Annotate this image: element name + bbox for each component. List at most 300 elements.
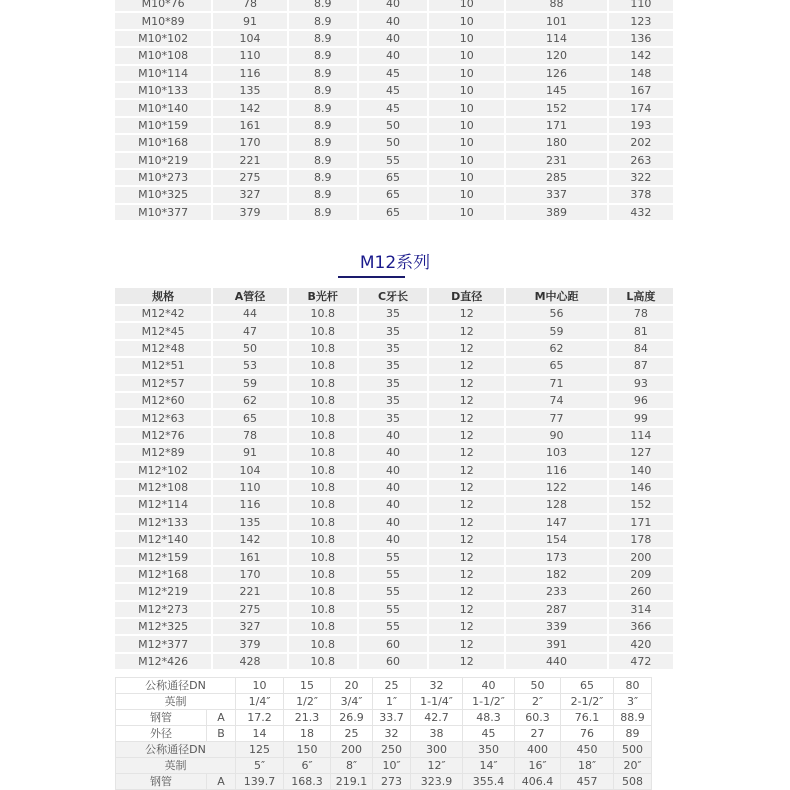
value-cell: 135: [213, 515, 286, 530]
value-cell: 8.9: [289, 0, 357, 11]
value-cell: 101: [506, 13, 606, 28]
value-cell: 379: [213, 636, 286, 651]
value-cell: 103: [506, 445, 606, 460]
value-cell: 10.8: [289, 567, 357, 582]
table-row: [115, 153, 673, 168]
value-cell: 20: [331, 678, 373, 694]
table-row: [115, 480, 673, 495]
value-cell: 10: [429, 118, 504, 133]
value-cell: 40: [359, 463, 427, 478]
spec-cell: M12*60: [115, 393, 211, 408]
table-row: [116, 726, 652, 742]
row-label: 外径: [116, 726, 207, 742]
table-row: [116, 710, 652, 726]
value-cell: 81: [609, 323, 673, 338]
value-cell: 263: [609, 153, 673, 168]
value-cell: 147: [506, 515, 606, 530]
value-cell: 457: [561, 774, 614, 790]
value-cell: 327: [213, 187, 286, 202]
value-cell: 12: [429, 567, 504, 582]
value-cell: 1-1/2″: [463, 694, 515, 710]
value-cell: 10″: [373, 758, 411, 774]
value-cell: 450: [561, 742, 614, 758]
value-cell: 8.9: [289, 31, 357, 46]
table-row: [115, 83, 673, 98]
value-cell: 202: [609, 135, 673, 150]
spec-cell: M12*377: [115, 636, 211, 651]
value-cell: 87: [609, 358, 673, 373]
value-cell: 78: [609, 306, 673, 321]
value-cell: 42.7: [411, 710, 463, 726]
column-header: M中心距: [506, 288, 606, 304]
value-cell: 120: [506, 48, 606, 63]
value-cell: 65: [213, 410, 286, 425]
spec-cell: M12*114: [115, 497, 211, 512]
value-cell: 26.9: [331, 710, 373, 726]
value-cell: 78: [213, 428, 286, 443]
table-row: [115, 428, 673, 443]
value-cell: 275: [213, 170, 286, 185]
spec-cell: M12*76: [115, 428, 211, 443]
value-cell: 8.9: [289, 48, 357, 63]
value-cell: 178: [609, 532, 673, 547]
spec-cell: M10*102: [115, 31, 211, 46]
value-cell: 10.8: [289, 376, 357, 391]
value-cell: 14: [236, 726, 284, 742]
table-row: [115, 118, 673, 133]
table-row: [115, 100, 673, 115]
table-row: [115, 170, 673, 185]
value-cell: 3″: [614, 694, 652, 710]
value-cell: 55: [359, 153, 427, 168]
value-cell: 12: [429, 480, 504, 495]
value-cell: 84: [609, 341, 673, 356]
table-row: [115, 445, 673, 460]
value-cell: 110: [213, 480, 286, 495]
value-cell: 420: [609, 636, 673, 651]
value-cell: 8.9: [289, 187, 357, 202]
spec-cell: M12*325: [115, 619, 211, 634]
value-cell: 3/4″: [331, 694, 373, 710]
value-cell: 114: [506, 31, 606, 46]
table-row: [115, 463, 673, 478]
value-cell: 91: [213, 445, 286, 460]
value-cell: 10: [429, 83, 504, 98]
spec-cell: M12*168: [115, 567, 211, 582]
table-row: [115, 497, 673, 512]
value-cell: 12: [429, 376, 504, 391]
value-cell: 10.8: [289, 619, 357, 634]
value-cell: 182: [506, 567, 606, 582]
column-header: A管径: [213, 288, 286, 304]
value-cell: 104: [213, 463, 286, 478]
value-cell: 180: [506, 135, 606, 150]
value-cell: 231: [506, 153, 606, 168]
table-row: [115, 532, 673, 547]
row-label: 钢管: [116, 774, 207, 790]
table-row: [115, 13, 673, 28]
value-cell: 250: [373, 742, 411, 758]
value-cell: 20″: [614, 758, 652, 774]
spec-cell: M12*273: [115, 602, 211, 617]
value-cell: 93: [609, 376, 673, 391]
value-cell: 53: [213, 358, 286, 373]
value-cell: 125: [236, 742, 284, 758]
value-cell: 45: [463, 726, 515, 742]
value-cell: 33.7: [373, 710, 411, 726]
value-cell: 45: [359, 100, 427, 115]
value-cell: 78: [213, 0, 286, 11]
value-cell: 173: [506, 549, 606, 564]
value-cell: 146: [609, 480, 673, 495]
column-header: 规格: [115, 288, 211, 304]
value-cell: 10.8: [289, 654, 357, 669]
spec-cell: M10*168: [115, 135, 211, 150]
value-cell: 200: [609, 549, 673, 564]
value-cell: 10: [429, 100, 504, 115]
table-row: [116, 758, 652, 774]
value-cell: 8.9: [289, 118, 357, 133]
value-cell: 327: [213, 619, 286, 634]
table-row: [115, 602, 673, 617]
spec-cell: M12*102: [115, 463, 211, 478]
table-row: [116, 694, 652, 710]
value-cell: 1/4″: [236, 694, 284, 710]
value-cell: 139.7: [236, 774, 284, 790]
value-cell: 18: [284, 726, 331, 742]
value-cell: 10: [429, 31, 504, 46]
table-row: [115, 619, 673, 634]
value-cell: 12: [429, 428, 504, 443]
table-header-row: [115, 288, 673, 304]
table-row: [115, 393, 673, 408]
spec-cell: M12*133: [115, 515, 211, 530]
table-row: [115, 48, 673, 63]
table-row: [115, 410, 673, 425]
value-cell: 12: [429, 393, 504, 408]
value-cell: 88: [506, 0, 606, 11]
value-cell: 65: [359, 205, 427, 220]
value-cell: 35: [359, 341, 427, 356]
table-row: [116, 774, 652, 790]
value-cell: 135: [213, 83, 286, 98]
value-cell: 35: [359, 393, 427, 408]
value-cell: 110: [609, 0, 673, 11]
value-cell: 44: [213, 306, 286, 321]
value-cell: 10: [429, 135, 504, 150]
value-cell: 25: [373, 678, 411, 694]
value-cell: 76: [561, 726, 614, 742]
value-cell: 55: [359, 619, 427, 634]
spec-cell: M12*48: [115, 341, 211, 356]
value-cell: 55: [359, 584, 427, 599]
table-row: [115, 358, 673, 373]
value-cell: 32: [373, 726, 411, 742]
value-cell: 116: [213, 66, 286, 81]
value-cell: 40: [463, 678, 515, 694]
value-cell: 140: [609, 463, 673, 478]
table-row: [115, 135, 673, 150]
value-cell: 35: [359, 323, 427, 338]
spec-cell: M10*377: [115, 205, 211, 220]
value-cell: 15: [284, 678, 331, 694]
spec-cell: M12*219: [115, 584, 211, 599]
value-cell: 12: [429, 410, 504, 425]
value-cell: 209: [609, 567, 673, 582]
spec-cell: M12*159: [115, 549, 211, 564]
row-sublabel: B: [207, 726, 236, 742]
table-row: [115, 205, 673, 220]
value-cell: 260: [609, 584, 673, 599]
spec-cell: M12*42: [115, 306, 211, 321]
value-cell: 136: [609, 31, 673, 46]
value-cell: 366: [609, 619, 673, 634]
value-cell: 10.8: [289, 463, 357, 478]
table-row: [115, 376, 673, 391]
value-cell: 12: [429, 636, 504, 651]
m12-series-title: M12系列: [359, 253, 431, 273]
value-cell: 391: [506, 636, 606, 651]
value-cell: 170: [213, 135, 286, 150]
value-cell: 142: [609, 48, 673, 63]
value-cell: 77: [506, 410, 606, 425]
title-underline: [338, 276, 405, 278]
value-cell: 10.8: [289, 393, 357, 408]
table-row: [115, 584, 673, 599]
value-cell: 10.8: [289, 549, 357, 564]
value-cell: 8.9: [289, 153, 357, 168]
value-cell: 50: [515, 678, 561, 694]
spec-cell: M10*76: [115, 0, 211, 11]
value-cell: 12: [429, 515, 504, 530]
value-cell: 379: [213, 205, 286, 220]
value-cell: 5″: [236, 758, 284, 774]
value-cell: 10.8: [289, 602, 357, 617]
value-cell: 10.8: [289, 410, 357, 425]
value-cell: 123: [609, 13, 673, 28]
value-cell: 40: [359, 480, 427, 495]
value-cell: 378: [609, 187, 673, 202]
value-cell: 8″: [331, 758, 373, 774]
value-cell: 38: [411, 726, 463, 742]
value-cell: 32: [411, 678, 463, 694]
value-cell: 8.9: [289, 100, 357, 115]
value-cell: 337: [506, 187, 606, 202]
value-cell: 56: [506, 306, 606, 321]
table-row: [115, 636, 673, 651]
table-row: [115, 549, 673, 564]
value-cell: 142: [213, 100, 286, 115]
value-cell: 152: [609, 497, 673, 512]
value-cell: 62: [213, 393, 286, 408]
value-cell: 18″: [561, 758, 614, 774]
column-header: D直径: [429, 288, 504, 304]
value-cell: 27: [515, 726, 561, 742]
value-cell: 10: [429, 187, 504, 202]
value-cell: 406.4: [515, 774, 561, 790]
value-cell: 8.9: [289, 135, 357, 150]
value-cell: 65: [359, 170, 427, 185]
value-cell: 60.3: [515, 710, 561, 726]
value-cell: 14″: [463, 758, 515, 774]
value-cell: 1-1/4″: [411, 694, 463, 710]
value-cell: 400: [515, 742, 561, 758]
value-cell: 12: [429, 532, 504, 547]
spec-cell: M10*273: [115, 170, 211, 185]
value-cell: 12: [429, 602, 504, 617]
value-cell: 90: [506, 428, 606, 443]
value-cell: 16″: [515, 758, 561, 774]
value-cell: 323.9: [411, 774, 463, 790]
value-cell: 21.3: [284, 710, 331, 726]
value-cell: 275: [213, 602, 286, 617]
value-cell: 25: [331, 726, 373, 742]
value-cell: 65: [561, 678, 614, 694]
value-cell: 355.4: [463, 774, 515, 790]
value-cell: 142: [213, 532, 286, 547]
value-cell: 1″: [373, 694, 411, 710]
value-cell: 171: [506, 118, 606, 133]
value-cell: 10: [429, 170, 504, 185]
value-cell: 428: [213, 654, 286, 669]
value-cell: 170: [213, 567, 286, 582]
row-label: 英制: [116, 758, 236, 774]
value-cell: 500: [614, 742, 652, 758]
spec-cell: M12*45: [115, 323, 211, 338]
value-cell: 219.1: [331, 774, 373, 790]
value-cell: 10: [429, 153, 504, 168]
value-cell: 40: [359, 31, 427, 46]
value-cell: 168.3: [284, 774, 331, 790]
table-row: [115, 306, 673, 321]
value-cell: 40: [359, 0, 427, 11]
value-cell: 96: [609, 393, 673, 408]
spec-cell: M10*133: [115, 83, 211, 98]
table-row: [115, 515, 673, 530]
value-cell: 322: [609, 170, 673, 185]
value-cell: 45: [359, 83, 427, 98]
value-cell: 110: [213, 48, 286, 63]
value-cell: 10: [429, 66, 504, 81]
value-cell: 65: [359, 187, 427, 202]
m12-spec-table: [113, 286, 675, 671]
spec-cell: M10*108: [115, 48, 211, 63]
value-cell: 174: [609, 100, 673, 115]
value-cell: 440: [506, 654, 606, 669]
value-cell: 339: [506, 619, 606, 634]
value-cell: 193: [609, 118, 673, 133]
value-cell: 10.8: [289, 636, 357, 651]
value-cell: 508: [614, 774, 652, 790]
value-cell: 8.9: [289, 13, 357, 28]
column-header: B光杆: [289, 288, 357, 304]
value-cell: 8.9: [289, 83, 357, 98]
value-cell: 40: [359, 13, 427, 28]
value-cell: 40: [359, 445, 427, 460]
value-cell: 10.8: [289, 306, 357, 321]
value-cell: 161: [213, 549, 286, 564]
value-cell: 10: [429, 0, 504, 11]
spec-cell: M12*426: [115, 654, 211, 669]
value-cell: 221: [213, 584, 286, 599]
value-cell: 17.2: [236, 710, 284, 726]
column-header: L高度: [609, 288, 673, 304]
row-label: 钢管: [116, 710, 207, 726]
value-cell: 91: [213, 13, 286, 28]
value-cell: 10.8: [289, 323, 357, 338]
value-cell: 12: [429, 445, 504, 460]
value-cell: 50: [359, 118, 427, 133]
value-cell: 10.8: [289, 515, 357, 530]
value-cell: 2″: [515, 694, 561, 710]
value-cell: 128: [506, 497, 606, 512]
table-row: [115, 31, 673, 46]
table-row: [115, 341, 673, 356]
value-cell: 10: [429, 205, 504, 220]
value-cell: 145: [506, 83, 606, 98]
value-cell: 1/2″: [284, 694, 331, 710]
spec-cell: M12*140: [115, 532, 211, 547]
table-row: [116, 678, 652, 694]
value-cell: 40: [359, 48, 427, 63]
table-row: [115, 567, 673, 582]
value-cell: 50: [359, 135, 427, 150]
row-sublabel: A: [207, 774, 236, 790]
value-cell: 122: [506, 480, 606, 495]
value-cell: 71: [506, 376, 606, 391]
spec-cell: M10*114: [115, 66, 211, 81]
value-cell: 350: [463, 742, 515, 758]
row-sublabel: A: [207, 710, 236, 726]
value-cell: 161: [213, 118, 286, 133]
value-cell: 89: [614, 726, 652, 742]
value-cell: 60: [359, 636, 427, 651]
value-cell: 55: [359, 567, 427, 582]
table-row: [115, 187, 673, 202]
value-cell: 40: [359, 497, 427, 512]
value-cell: 104: [213, 31, 286, 46]
value-cell: 55: [359, 602, 427, 617]
value-cell: 8.9: [289, 205, 357, 220]
spec-cell: M12*51: [115, 358, 211, 373]
value-cell: 10.8: [289, 497, 357, 512]
value-cell: 8.9: [289, 66, 357, 81]
value-cell: 35: [359, 376, 427, 391]
value-cell: 167: [609, 83, 673, 98]
value-cell: 62: [506, 341, 606, 356]
spec-cell: M12*57: [115, 376, 211, 391]
value-cell: 200: [331, 742, 373, 758]
value-cell: 389: [506, 205, 606, 220]
value-cell: 300: [411, 742, 463, 758]
value-cell: 60: [359, 654, 427, 669]
value-cell: 35: [359, 410, 427, 425]
value-cell: 126: [506, 66, 606, 81]
value-cell: 40: [359, 428, 427, 443]
value-cell: 10.8: [289, 480, 357, 495]
row-label: 公称通径DN: [116, 678, 236, 694]
value-cell: 12″: [411, 758, 463, 774]
table-row: [115, 66, 673, 81]
value-cell: 59: [506, 323, 606, 338]
value-cell: 47: [213, 323, 286, 338]
value-cell: 10.8: [289, 358, 357, 373]
spec-cell: M10*140: [115, 100, 211, 115]
value-cell: 285: [506, 170, 606, 185]
dn-size-table: [115, 677, 652, 790]
spec-cell: M10*159: [115, 118, 211, 133]
value-cell: 55: [359, 549, 427, 564]
